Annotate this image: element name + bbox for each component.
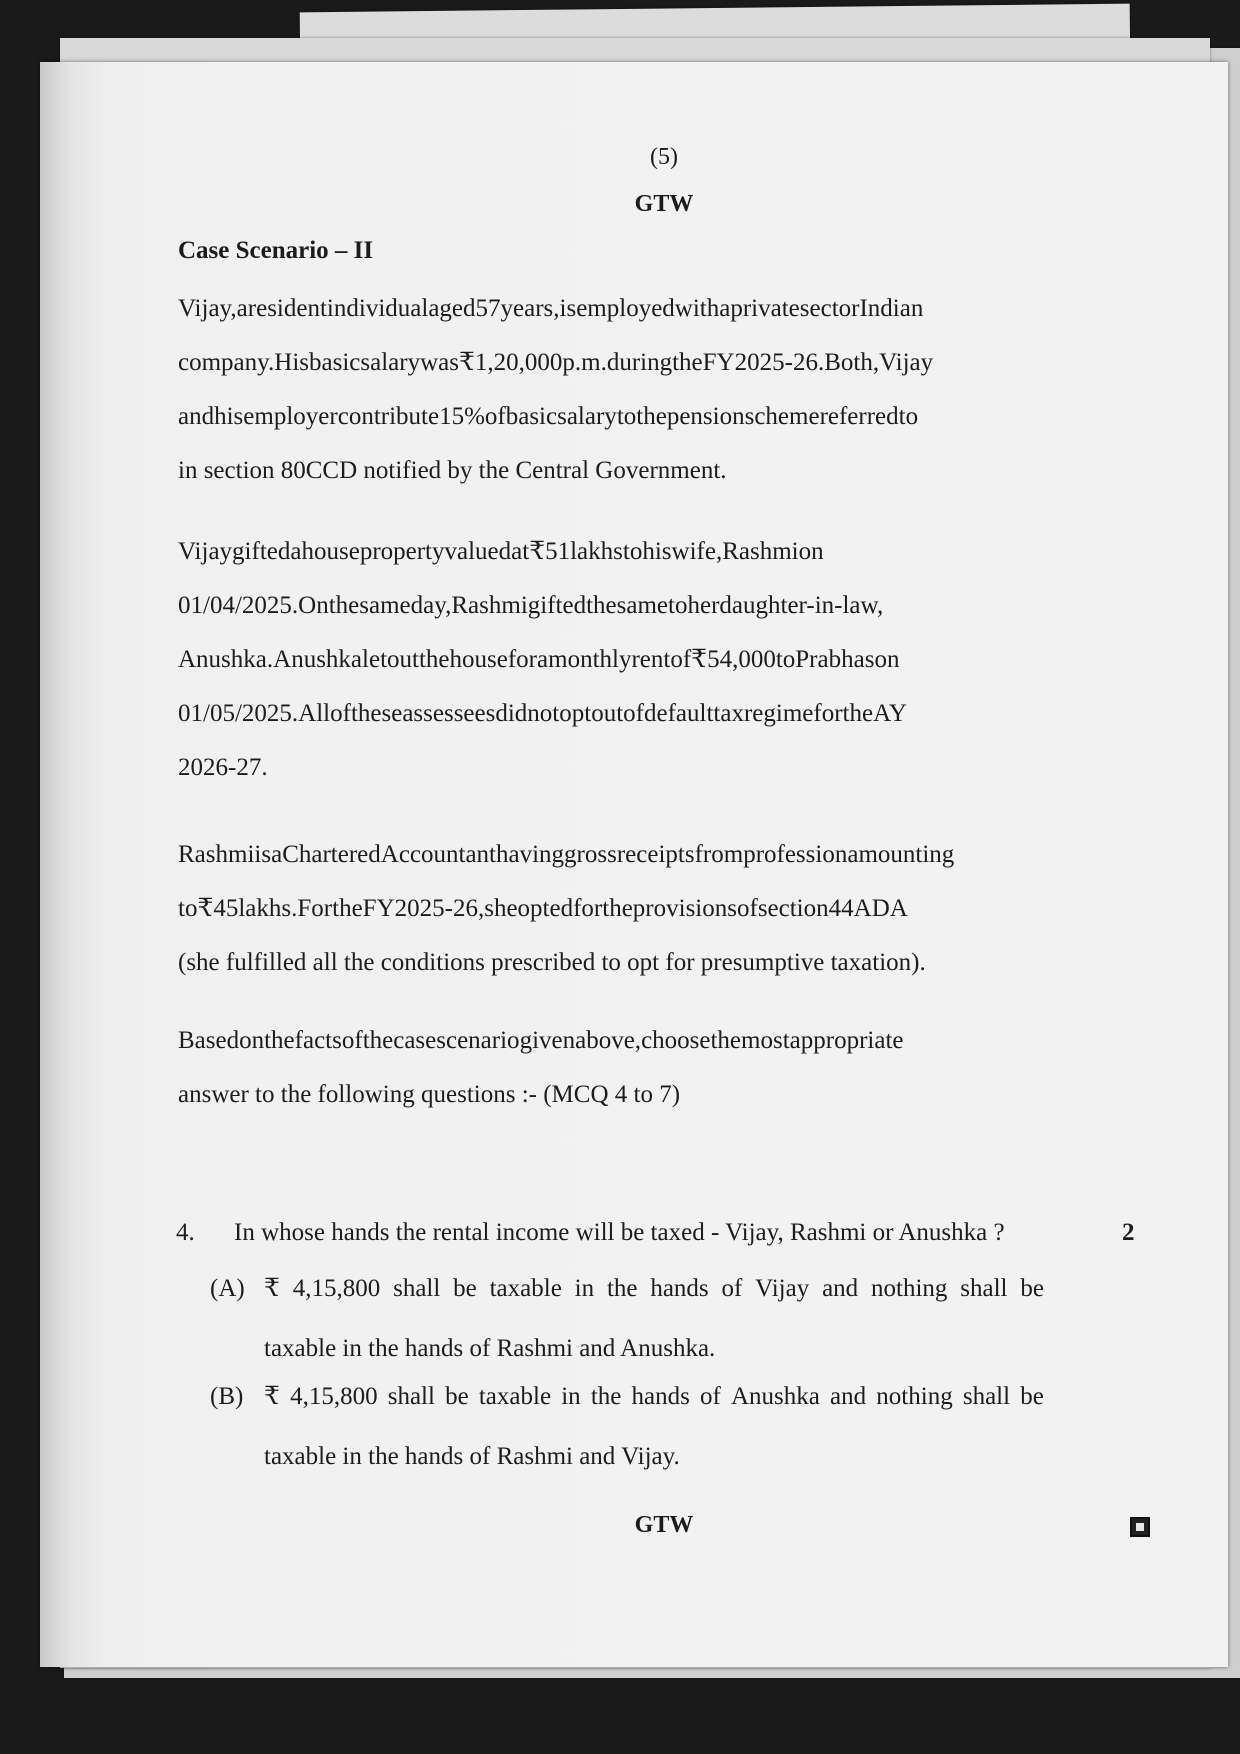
word: 4,15,800 [290,1383,378,1410]
text-line [178,1026,1094,1080]
word: All [298,700,331,727]
word: wife, [671,538,723,565]
word: appropriate [789,1027,904,1054]
word: employer [243,403,338,430]
word: the [606,1275,638,1302]
word: in [574,1275,595,1302]
word: private [730,295,800,322]
case-scenario-title: Case Scenario – II [178,237,374,264]
word: opted [517,895,574,922]
word: the [362,1027,394,1054]
word: is [254,841,272,868]
word: of [670,646,692,673]
word: Rashmi [722,538,799,565]
word: case [393,1027,437,1054]
word: 45 [213,895,239,922]
word: lakhs. [238,895,298,922]
word: basic [505,403,558,430]
text-line: in section 80CCD notified by the Central Government. [178,457,727,484]
word: company. [178,349,275,376]
word: the [672,349,703,376]
word: property [359,538,445,565]
word: on [239,1027,265,1054]
word: 01/04/2025. [178,592,299,619]
text-line [178,348,1094,402]
option-b-line-2: taxable in the hands of Rashmi and Vijay. [264,1443,680,1470]
word: 15% [439,403,485,430]
word: was [420,349,459,376]
word: salary [557,403,617,430]
option-a-line-2: taxable in the hands of Rashmi and Anushka. [264,1335,716,1362]
text-line [178,699,1094,753]
word: the [264,1027,295,1054]
word: out [591,700,624,727]
word: taxable [478,1383,552,1410]
word: On [298,592,329,619]
word: sector [799,295,860,322]
word: most [741,1027,790,1054]
word: a [290,538,302,565]
word: his [214,403,244,430]
word: house [301,538,360,565]
option-b-text [264,1382,1044,1472]
word: Accountant [380,841,496,868]
word: shall [960,1275,1008,1302]
text-line: (she fulfilled all the conditions prescribed to opt for presumptive taxation). [178,949,926,976]
word: 2025-26, [394,895,485,922]
word: provisions [632,895,737,922]
word: amounting [847,841,955,868]
word: is [559,295,577,322]
word: assessees [402,700,496,727]
word: tax [713,700,744,727]
word: monthly [548,646,632,673]
word: Indian [859,295,924,322]
word: 4,15,800 [292,1275,381,1302]
word: be [445,1383,469,1410]
word: referred [819,403,899,430]
word: Rashmi [178,841,255,868]
paragraph-vijay-salary [178,294,1094,510]
text-line [178,294,1094,348]
text-line [178,645,1094,699]
text-line [178,591,1094,645]
word: on [798,538,824,565]
word: daughter-in-law, [719,592,884,619]
word: Both, [824,349,880,376]
word: Based [178,1027,240,1054]
word: for [813,700,843,727]
word: Rashmi [451,592,528,619]
word: pension [666,403,745,430]
option-a-label: (A) [210,1275,245,1302]
word: 1,20,000 [474,349,563,376]
word: of [484,403,506,430]
word: FY [362,895,395,922]
word: Vijay, [178,295,237,322]
word: nothing [871,1275,948,1302]
word: contribute [337,403,440,430]
word: gifted [527,592,587,619]
word: be [1020,1275,1044,1302]
question-text: In whose hands the rental income will be taxed - Vijay, Rashmi or Anushka ? [234,1219,1005,1246]
page-number: (5) [650,144,678,170]
word: let [362,646,388,673]
word: 2025-26. [734,349,825,376]
word: individual [326,295,429,322]
word: with [674,295,720,322]
word: day, [410,592,452,619]
word: choose [641,1027,711,1054]
word: facts [294,1027,342,1054]
paper-code-footer: GTW [634,1512,694,1538]
word: receipts [616,841,695,868]
word: 54,000 [707,646,776,673]
word: ₹ [529,538,546,565]
word: Chartered [282,841,381,868]
word: hands [631,1383,690,1410]
exam-page [40,62,1228,1667]
registration-mark-icon [1130,1517,1150,1537]
question-marks: 2 [1122,1219,1135,1246]
word: employed [576,295,675,322]
word: the [590,1383,622,1410]
word: scenario [436,1027,520,1054]
word: her [687,592,720,619]
paper-code-header: GTW [634,191,694,217]
word: for [507,646,538,673]
word: basic [309,349,361,376]
word: to [775,646,796,673]
word: be [1020,1383,1044,1410]
word: default [643,700,714,727]
word: and [178,403,215,430]
word: for [573,895,603,922]
word: of [721,1275,743,1302]
paragraph-rashmi-profession [178,840,1094,1002]
word: taxable [489,1275,562,1302]
word: years, [500,295,560,322]
text-line: 2026-27. [178,754,268,781]
word: a [537,646,549,673]
word: from [694,841,744,868]
option-b-line-1 [264,1382,1044,1412]
word: the [418,646,450,673]
word: His [274,349,309,376]
option-b-label: (B) [210,1383,244,1410]
word: Anushka [273,646,363,673]
word: Vijay [879,349,934,376]
word: shall [393,1275,441,1302]
word: did [495,700,528,727]
word: the [842,700,874,727]
word: hands [650,1275,709,1302]
word: out [387,646,419,673]
word: Prabhas [795,646,875,673]
word: to [668,592,688,619]
word: Anushka. [178,646,274,673]
word: ₹ [264,1275,280,1302]
word: the [602,895,633,922]
word: ₹ [264,1383,280,1410]
word: to [622,538,643,565]
paragraph-instructions [178,1026,1094,1134]
word: 44ADA [828,895,908,922]
text-line: answer to the following questions :- (MCQ 4 to 7) [178,1081,681,1108]
word: not [527,700,560,727]
option-a-line-1 [264,1274,1044,1304]
word: the [586,592,617,619]
text-line [178,537,1094,591]
word: Vijay [755,1275,810,1302]
word: profession [743,841,848,868]
word: p.m. [562,349,607,376]
word: 51 [545,538,571,565]
word: house [449,646,508,673]
paragraph-house-gift [178,537,1094,807]
word: of [330,700,351,727]
word: given [519,1027,576,1054]
word: in [561,1383,581,1410]
word: having [496,841,565,868]
word: Anushka [730,1383,820,1410]
word: opt [559,700,592,727]
word: gross [564,841,617,868]
word: scheme [744,403,820,430]
word: these [350,700,403,727]
word: a [271,841,283,868]
option-a-text [264,1274,1044,1364]
word: the [636,403,667,430]
word: above, [575,1027,642,1054]
word: be [453,1275,477,1302]
word: the [710,1027,742,1054]
word: to [898,403,919,430]
word: to [178,895,198,922]
word: shall [962,1383,1011,1410]
word: ₹ [197,895,214,922]
text-line [178,840,1094,894]
word: regime [743,700,814,727]
word: For [297,895,333,922]
word: 57 [475,295,501,322]
word: section [757,895,829,922]
word: shall [387,1383,435,1410]
word: and [822,1275,859,1302]
word: resident [247,295,327,322]
word: of [700,1383,721,1410]
word: a [719,295,731,322]
question-number: 4. [176,1219,195,1246]
word: rent [631,646,671,673]
word: on [874,646,900,673]
text-line [178,402,1094,456]
word: to [616,403,637,430]
word: FY [702,349,735,376]
word: of [341,1027,363,1054]
word: salary [360,349,421,376]
word: lakhs [570,538,623,565]
word: AY [873,700,907,727]
word: the [328,592,360,619]
word: Vijay [178,538,233,565]
word: of [623,700,644,727]
word: ₹ [691,646,708,673]
word: ₹ [458,349,475,376]
text-line [178,894,1094,948]
word: she [484,895,518,922]
word: at [511,538,530,565]
word: his [642,538,672,565]
word: nothing [876,1383,953,1410]
word: during [606,349,673,376]
word: and [830,1383,867,1410]
word: same [359,592,411,619]
word: gifted [232,538,291,565]
word: 01/05/2025. [178,700,299,727]
word: a [236,295,248,322]
word: of [736,895,758,922]
word: valued [444,538,512,565]
word: the [332,895,363,922]
word: aged [428,295,476,322]
word: same [616,592,669,619]
